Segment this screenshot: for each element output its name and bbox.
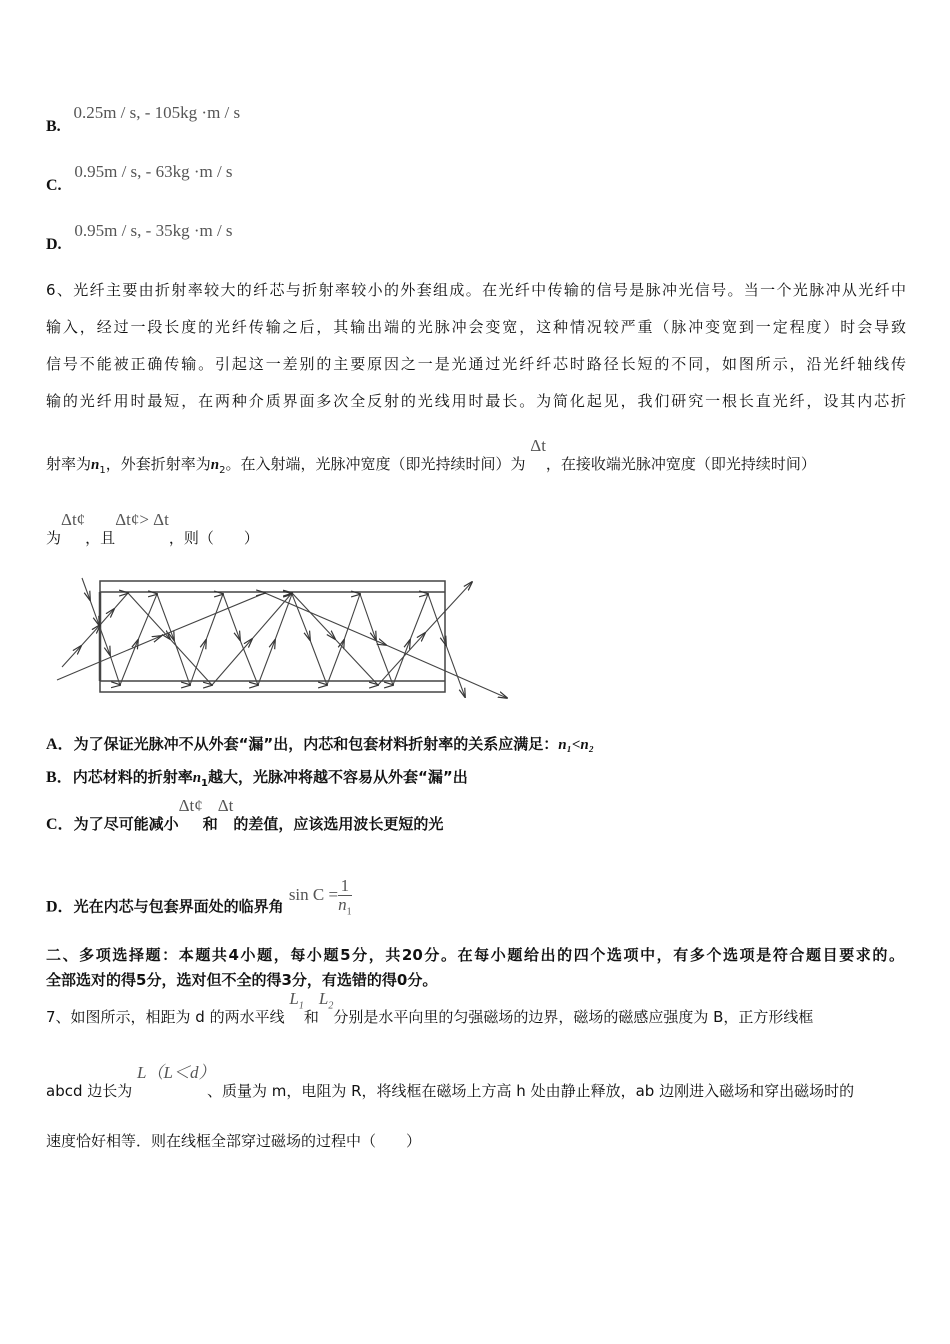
option-formula: 0.95m / s, - 35kg ·m / s <box>74 221 233 240</box>
symbol: L <box>289 989 299 1008</box>
subscript: 1 <box>346 906 352 918</box>
fiber-cladding <box>100 581 445 692</box>
ray-medium <box>62 582 472 685</box>
subscript: 2 <box>219 465 226 476</box>
option-text: 和 <box>202 815 218 833</box>
option-formula: 0.25m / s, - 105kg ·m / s <box>73 103 241 122</box>
q7-line-3: 速度恰好相等．则在线框全部穿过磁场的过程中（ ） <box>46 1132 422 1150</box>
option-label: B． <box>46 769 73 786</box>
option-label: B. <box>46 118 61 135</box>
option-label: A． <box>46 736 74 753</box>
subscript: 2 <box>328 1000 334 1012</box>
text: 。在入射端，光脉冲宽度（即光持续时间）为 <box>225 455 526 473</box>
subscript: 1 <box>201 778 209 789</box>
q7-line-1 <box>46 989 814 1034</box>
inequality-formula: Δt¢> Δt <box>115 510 169 529</box>
n1-symbol: n <box>192 770 202 786</box>
text: 射率为 <box>46 455 92 473</box>
ray-steep <box>82 578 465 697</box>
option-text: 为了保证光脉冲不从外套“漏”出，内芯和包套材料折射率的关系应满足： <box>73 735 559 753</box>
subscript: 1 <box>99 465 106 476</box>
q6-option-b <box>46 767 468 794</box>
q6-option-c <box>46 796 444 835</box>
section-2-line-2: 全部选对的得5分，选对但不全的得3分，有选错的得0分。 <box>46 971 438 989</box>
numerator: 1 <box>338 877 352 896</box>
l1-symbol <box>289 989 304 1012</box>
symbol: L <box>318 989 329 1008</box>
fraction <box>338 877 352 921</box>
n1-symbol: n <box>91 457 100 473</box>
delta-t-prime-formula: Δt¢ <box>178 796 203 815</box>
option-label: C． <box>46 816 74 833</box>
ray-axial <box>57 593 507 698</box>
section-2-line-1: 二、多项选择题：本题共4小题，每小题5分，共20分。在每小题给出的四个选项中，有多个选项是符合题目要求的。 <box>46 946 904 964</box>
text: ，在接收端光脉冲宽度（即光持续时间） <box>545 455 816 473</box>
text: ，且 <box>85 529 116 547</box>
q6-line-2: 输入，经过一段长度的光纤传输之后，其输出端的光脉冲会变宽，这种情况较严重（脉冲变宽到一定程度）时会导致 <box>46 318 906 336</box>
option-text: 的差值，应该选用波长更短的光 <box>233 815 444 833</box>
denominator <box>338 896 352 921</box>
q6-line-1: 6、光纤主要由折射率较大的纤芯与折射率较小的外套组成。在光纤中传输的信号是脉冲光信号。当一个光脉冲从光纤中 <box>46 281 906 299</box>
delta-t-formula: Δt <box>530 436 546 455</box>
q6-line-4: 输的光纤用时最短，在两种介质界面多次全反射的光线用时最长。为简化起见，我们研究一根长直光纤，设其内芯折 <box>46 392 906 410</box>
q6-option-d <box>46 876 352 929</box>
option-formula: 0.95m / s, - 63kg ·m / s <box>74 162 233 181</box>
l2-symbol <box>318 989 334 1012</box>
formula-lhs: sin C = <box>288 884 339 904</box>
option-text: 内芯材料的折射率 <box>72 768 193 786</box>
n2-symbol: n <box>210 457 220 473</box>
text: ，外套折射率为 <box>105 455 211 473</box>
text: 、质量为 m，电阻为 R，将线框在磁场上方高 h 处由静止释放，ab 边刚进入磁场和穿出磁场时的 <box>206 1082 855 1100</box>
denominator-symbol: n <box>338 895 347 914</box>
text: 为 <box>46 529 62 547</box>
text: ，则（ ） <box>168 529 259 547</box>
option-text: 光在内芯与包套界面处的临界角 <box>73 897 284 916</box>
option-text: 为了尽可能减小 <box>73 815 179 833</box>
delta-t-prime-formula: Δt¢ <box>61 510 86 529</box>
side-length-formula: L（L＜d） <box>137 1063 207 1082</box>
option-label: D． <box>46 898 74 916</box>
q6-line-3: 信号不能被正确传输。引起这一差别的主要原因之一是光通过光纤纤芯时路径长短的不同，如图所示，沿光纤轴线传 <box>46 355 906 373</box>
text: 分别是水平向里的匀强磁场的边界，磁场的磁感应强度为 B，正方形线框 <box>333 1008 814 1026</box>
option-text: 越大，光脉冲将越不容易从外套“漏”出 <box>208 768 468 786</box>
q6-option-a <box>46 734 594 755</box>
option-relation: n₁<n₂ <box>558 737 594 753</box>
option-label: C. <box>46 177 62 194</box>
text: 和 <box>303 1008 319 1026</box>
delta-t-formula: Δt <box>217 796 234 815</box>
subscript: 1 <box>298 1000 304 1012</box>
q7-line-2 <box>46 1063 855 1101</box>
option-label: D. <box>46 236 62 253</box>
text: abcd 边长为 <box>46 1082 133 1100</box>
text: 7、如图所示，相距为 d 的两水平线 <box>46 1008 285 1026</box>
